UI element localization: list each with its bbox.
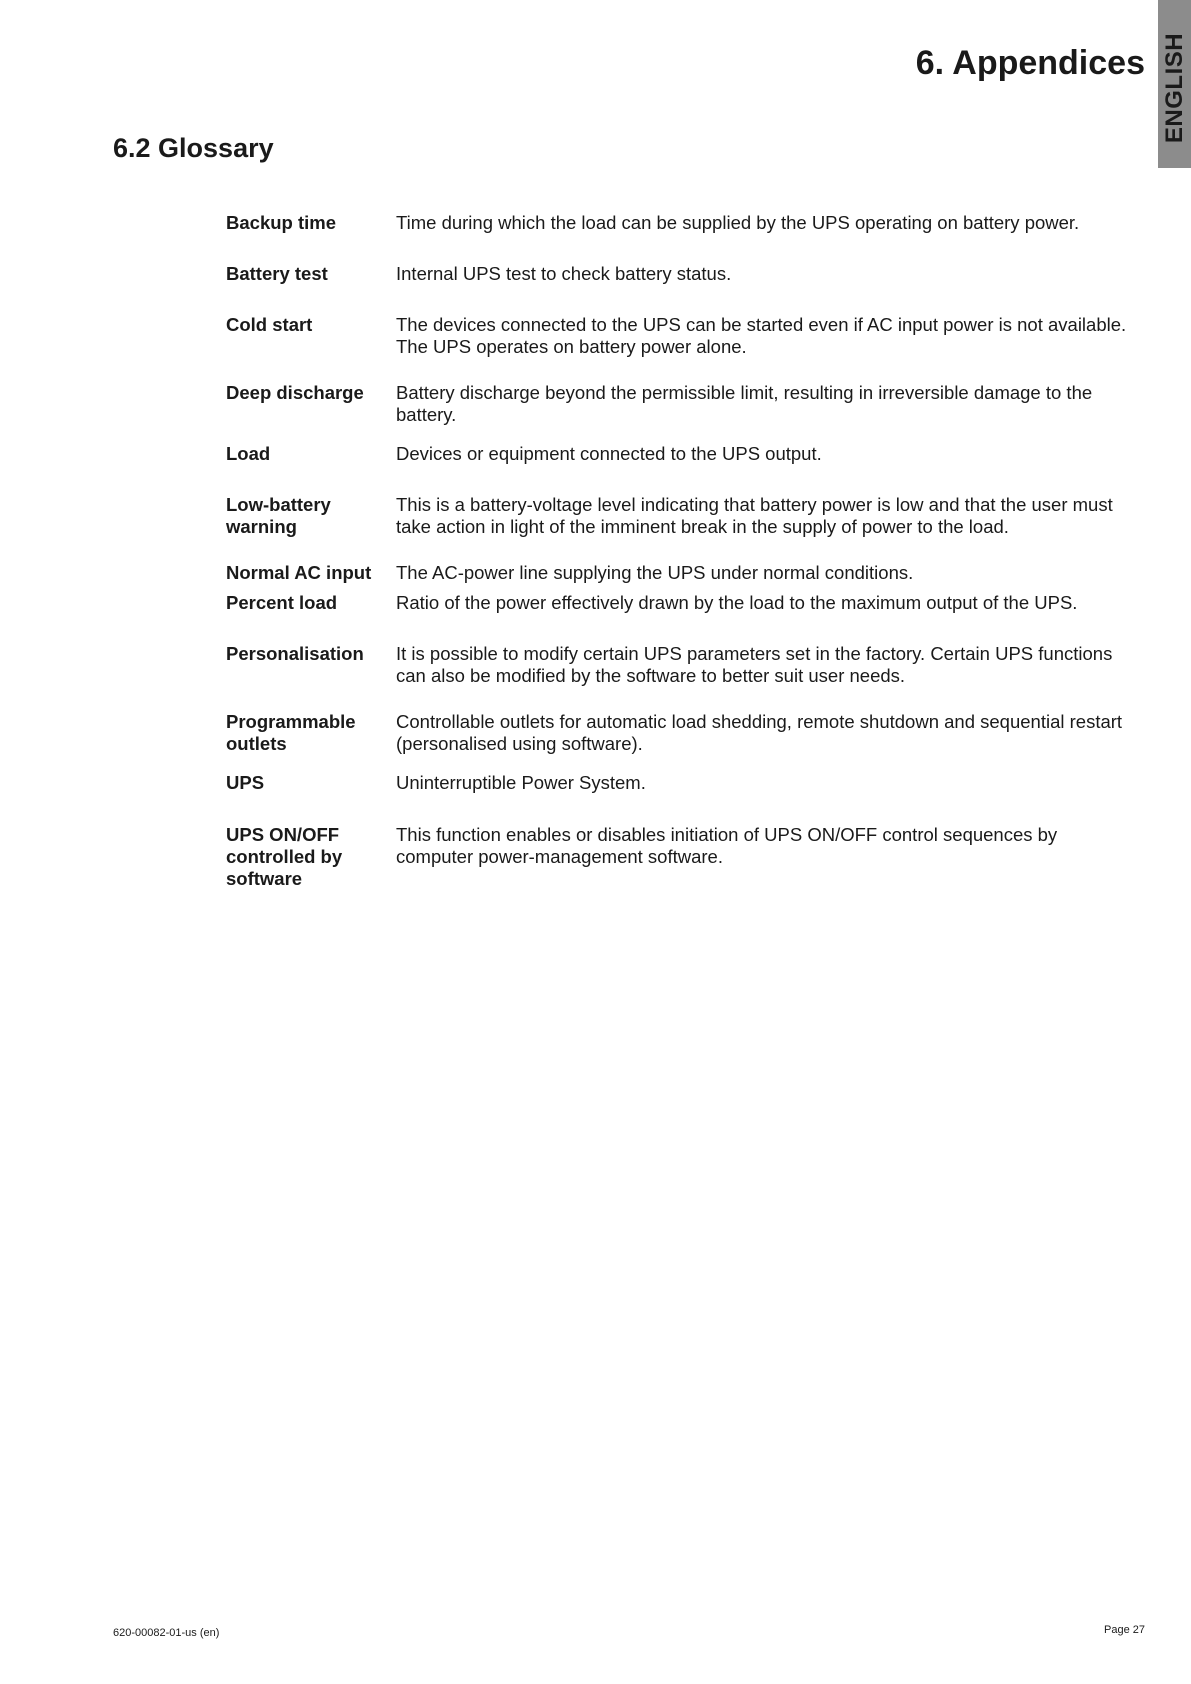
glossary-definition: Ratio of the power effectively drawn by the load to the maximum output of the UPS. — [396, 592, 1078, 613]
glossary-entry-ups — [226, 772, 1136, 794]
glossary-entry-normal-ac-input — [226, 562, 1136, 584]
chapter-title: 6. Appendices — [915, 44, 1145, 82]
glossary-definition: This is a battery-voltage level indicating that battery power is low and that the user must take action in light of the imminent break in the supply of power to the load. — [396, 494, 1113, 537]
footer-doc-code: 620-00082-01-us (en) — [113, 1627, 220, 1639]
glossary-definition: It is possible to modify certain UPS parameters set in the factory. Certain UPS functions can also be modified by the software to better suit user needs. — [396, 643, 1113, 686]
glossary-entry-percent-load — [226, 592, 1136, 614]
glossary-term: Cold start — [226, 314, 313, 335]
glossary-term: Load — [226, 443, 271, 464]
glossary-entry-ups-on-off — [226, 824, 1136, 890]
glossary-term: Personalisation — [226, 643, 364, 664]
glossary-definition: The devices connected to the UPS can be started even if AC input power is not available. The UPS operates on battery power alone. — [396, 314, 1127, 357]
section-title: 6.2 Glossary — [113, 133, 274, 163]
footer-page-number: Page 27 — [1104, 1624, 1145, 1636]
glossary-definition: The AC-power line supplying the UPS under normal conditions. — [396, 562, 914, 583]
glossary-entry-battery-test — [226, 263, 1136, 285]
glossary-term: Deep discharge — [226, 382, 364, 403]
glossary-definition: Battery discharge beyond the permissible limit, resulting in irreversible damage to the battery. — [396, 382, 1093, 425]
glossary-definition: Devices or equipment connected to the UPS output. — [396, 443, 822, 464]
glossary-entry-personalisation — [226, 643, 1136, 687]
glossary-term: Percent load — [226, 592, 338, 613]
glossary-definition: Internal UPS test to check battery status. — [396, 263, 732, 284]
glossary-term: UPS ON/OFF controlled by software — [226, 824, 343, 889]
glossary-list — [226, 212, 1136, 890]
glossary-entry-load — [226, 443, 1136, 465]
glossary-entry-deep-discharge — [226, 382, 1136, 426]
glossary-term: Normal AC input — [226, 562, 372, 583]
glossary-entry-cold-start — [226, 314, 1136, 358]
glossary-entry-low-battery-warning — [226, 494, 1136, 538]
glossary-term: Backup time — [226, 212, 337, 233]
glossary-definition: This function enables or disables initiation of UPS ON/OFF control sequences by computer power-management software. — [396, 824, 1058, 867]
glossary-definition: Controllable outlets for automatic load shedding, remote shutdown and sequential restart (personalised using software). — [396, 711, 1123, 754]
glossary-entry-backup-time — [226, 212, 1136, 234]
glossary-term: UPS — [226, 772, 265, 793]
language-tab-label: ENGLISH — [1160, 32, 1188, 144]
glossary-definition: Time during which the load can be supplied by the UPS operating on battery power. — [396, 212, 1080, 233]
glossary-term: Battery test — [226, 263, 328, 284]
glossary-term: Programmable outlets — [226, 711, 356, 754]
glossary-term: Low-battery warning — [226, 494, 331, 537]
glossary-definition: Uninterruptible Power System. — [396, 772, 646, 793]
language-tab — [1158, 0, 1191, 168]
glossary-entry-programmable-outlets — [226, 711, 1136, 755]
